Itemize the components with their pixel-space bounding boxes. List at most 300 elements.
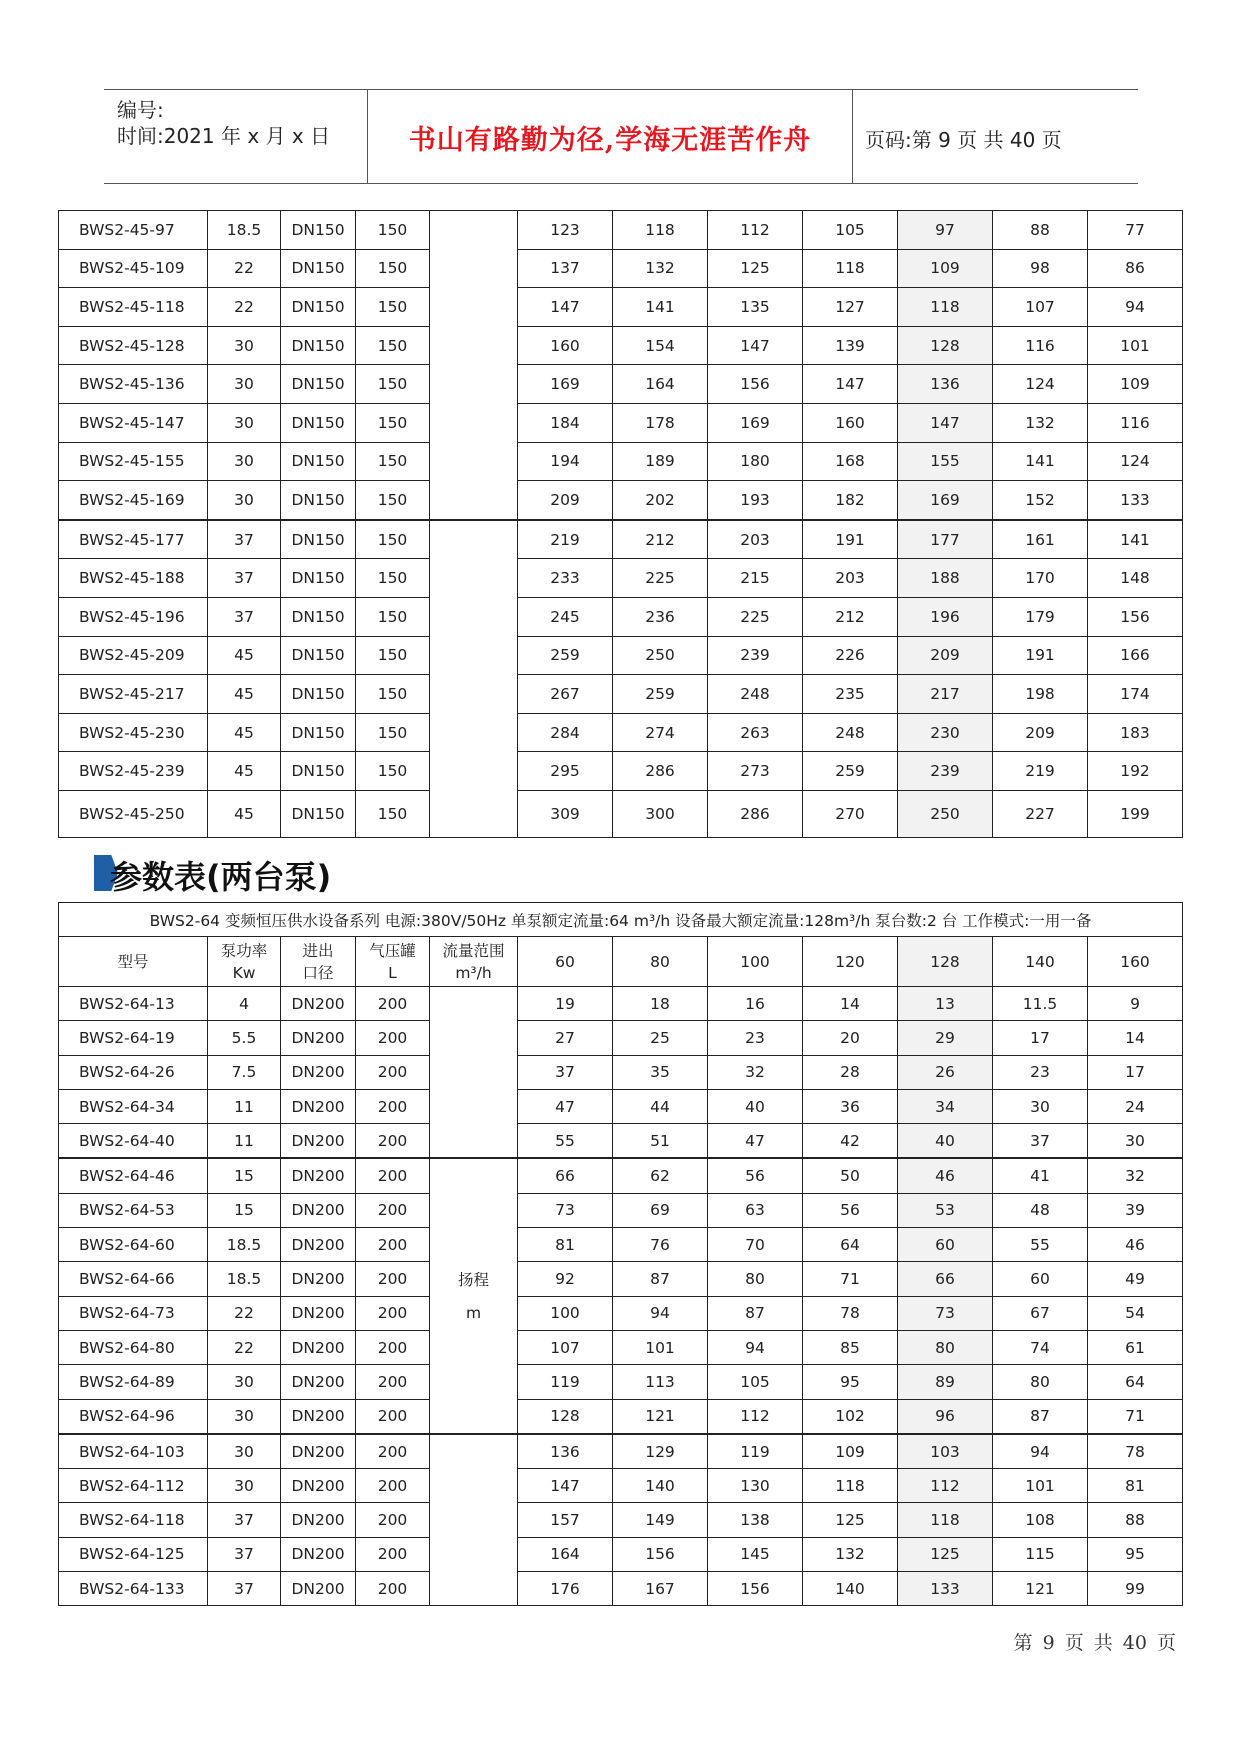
value-cell: 30 [208,365,281,404]
value-cell: 32 [1088,1158,1183,1193]
value-cell: 11 [208,1089,281,1123]
value-cell: 150 [356,365,430,404]
value-cell: 118 [898,288,993,327]
value-cell: DN200 [281,1365,356,1399]
value-cell: 34 [898,1089,993,1123]
value-cell: 150 [356,675,430,714]
column-header [708,937,803,987]
value-cell: 50 [803,1158,898,1193]
head-label-cell: 扬程 [430,1262,518,1296]
value-cell: 169 [708,403,803,442]
model-cell: BWS2-64-46 [59,1158,208,1193]
value-cell: 200 [356,1537,430,1571]
value-cell: 101 [993,1469,1088,1503]
value-cell: 200 [356,1330,430,1364]
value-cell: 200 [356,1469,430,1503]
empty-cell [430,1089,518,1123]
value-cell: 147 [518,1469,613,1503]
value-cell: 132 [993,403,1088,442]
value-cell: 150 [356,288,430,327]
value-cell: 28 [803,1055,898,1089]
value-cell: 16 [708,987,803,1021]
value-cell: 30 [208,1469,281,1503]
empty-cell [430,1158,518,1193]
value-cell: 47 [518,1089,613,1123]
model-cell: BWS2-45-177 [59,520,208,559]
value-cell: 263 [708,713,803,752]
value-cell: 219 [993,752,1088,791]
value-cell: 200 [356,1399,430,1434]
value-cell: 11.5 [993,987,1088,1021]
value-cell: 267 [518,675,613,714]
column-header [59,937,208,987]
value-cell: 11 [208,1124,281,1159]
value-cell: 132 [613,249,708,288]
table-row [59,790,1183,837]
value-cell: 202 [613,481,708,520]
pump-table-bws2-64 [58,902,1183,1606]
value-cell: 30 [208,326,281,365]
table-header-row [59,937,1183,987]
head-unit-cell: m [430,1296,518,1330]
section-title: 参数表(两台泵) [110,858,332,896]
value-cell: 47 [708,1124,803,1159]
table-row [59,326,1183,365]
value-cell: 136 [898,365,993,404]
column-header-line: 泵功率 [220,941,268,960]
value-cell: 69 [613,1193,708,1227]
model-cell: BWS2-64-19 [59,1021,208,1055]
value-cell: 109 [898,249,993,288]
value-cell: 100 [518,1296,613,1330]
value-cell: 55 [993,1228,1088,1262]
value-cell: 150 [356,442,430,481]
value-cell: 200 [356,1158,430,1193]
value-cell: 170 [993,559,1088,598]
value-cell: 95 [803,1365,898,1399]
model-cell: BWS2-64-34 [59,1089,208,1123]
value-cell: 73 [898,1296,993,1330]
value-cell: 156 [708,365,803,404]
value-cell: 49 [1088,1262,1183,1296]
model-cell: BWS2-64-53 [59,1193,208,1227]
value-cell: 22 [208,1296,281,1330]
value-cell: DN150 [281,636,356,675]
value-cell: 189 [613,442,708,481]
empty-cell [430,403,518,442]
value-cell: 61 [1088,1330,1183,1364]
table-row [59,1021,1183,1055]
value-cell: DN150 [281,403,356,442]
value-cell: 150 [356,403,430,442]
value-cell: 259 [803,752,898,791]
value-cell: 67 [993,1296,1088,1330]
value-cell: 45 [208,713,281,752]
column-header-line: 128 [930,952,960,971]
value-cell: 169 [898,481,993,520]
column-header [356,937,430,987]
value-cell: 133 [1088,481,1183,520]
value-cell: 147 [708,326,803,365]
table-row [59,1193,1183,1227]
value-cell: 36 [803,1089,898,1123]
value-cell: 150 [356,790,430,837]
model-cell: BWS2-45-147 [59,403,208,442]
value-cell: 85 [803,1330,898,1364]
value-cell: 300 [613,790,708,837]
column-header-line: 型号 [117,952,149,971]
value-cell: DN150 [281,249,356,288]
value-cell: 60 [993,1262,1088,1296]
value-cell: 180 [708,442,803,481]
value-cell: 147 [518,288,613,327]
model-cell: BWS2-64-118 [59,1503,208,1537]
model-cell: BWS2-45-250 [59,790,208,837]
value-cell: DN200 [281,1262,356,1296]
value-cell: 212 [613,520,708,559]
value-cell: 30 [208,1434,281,1469]
value-cell: 209 [993,713,1088,752]
value-cell: 164 [518,1537,613,1571]
value-cell: 150 [356,211,430,250]
value-cell: 45 [208,752,281,791]
value-cell: 191 [993,636,1088,675]
value-cell: 160 [803,403,898,442]
time-label: 时间:2021 年 x 月 x 日 [117,124,331,148]
value-cell: 15 [208,1158,281,1193]
table-row [59,1158,1183,1193]
value-cell: 200 [356,1124,430,1159]
value-cell: 155 [898,442,993,481]
value-cell: 89 [898,1365,993,1399]
table-row [59,987,1183,1021]
value-cell: 17 [1088,1055,1183,1089]
value-cell: 30 [208,442,281,481]
column-header [613,937,708,987]
value-cell: 74 [993,1330,1088,1364]
value-cell: 230 [898,713,993,752]
value-cell: 128 [898,326,993,365]
value-cell: 88 [993,211,1088,250]
value-cell: 235 [803,675,898,714]
value-cell: 103 [898,1434,993,1469]
empty-cell [430,326,518,365]
value-cell: 137 [518,249,613,288]
value-cell: 118 [803,1469,898,1503]
empty-cell [430,1193,518,1227]
value-cell: 119 [708,1434,803,1469]
value-cell: 96 [898,1399,993,1434]
value-cell: 45 [208,675,281,714]
empty-cell [430,481,518,520]
value-cell: 141 [993,442,1088,481]
value-cell: 178 [613,403,708,442]
value-cell: 78 [1088,1434,1183,1469]
value-cell: 118 [898,1503,993,1537]
value-cell: 184 [518,403,613,442]
value-cell: 284 [518,713,613,752]
value-cell: DN150 [281,481,356,520]
column-header [430,937,518,987]
value-cell: 87 [993,1399,1088,1434]
value-cell: 63 [708,1193,803,1227]
value-cell: 37 [208,597,281,636]
empty-cell [430,249,518,288]
value-cell: 37 [208,520,281,559]
model-cell: BWS2-45-136 [59,365,208,404]
value-cell: 191 [803,520,898,559]
value-cell: 200 [356,1572,430,1606]
value-cell: 203 [803,559,898,598]
value-cell: DN200 [281,1089,356,1123]
column-header-line: 流量范围 [442,941,505,960]
table-row [59,1124,1183,1159]
model-cell: BWS2-64-26 [59,1055,208,1089]
value-cell: 116 [1088,403,1183,442]
value-cell: 200 [356,1228,430,1262]
value-cell: 44 [613,1089,708,1123]
column-header-line: 口径 [302,963,334,982]
value-cell: 66 [518,1158,613,1193]
value-cell: 64 [803,1228,898,1262]
value-cell: 156 [1088,597,1183,636]
value-cell: 80 [898,1330,993,1364]
value-cell: 127 [803,288,898,327]
value-cell: 95 [1088,1537,1183,1571]
value-cell: 81 [518,1228,613,1262]
empty-cell [430,211,518,250]
model-cell: BWS2-64-89 [59,1365,208,1399]
table-row [59,1434,1183,1469]
value-cell: 198 [993,675,1088,714]
value-cell: 37 [208,1572,281,1606]
column-header [281,937,356,987]
empty-cell [430,442,518,481]
header-center-cell [367,90,853,183]
value-cell: 87 [708,1296,803,1330]
value-cell: 125 [898,1537,993,1571]
column-header-line: 120 [835,952,865,971]
column-header-line: 80 [650,952,670,971]
model-cell: BWS2-45-118 [59,288,208,327]
value-cell: 152 [993,481,1088,520]
value-cell: 18 [613,987,708,1021]
value-cell: 105 [708,1365,803,1399]
column-header-line: 气压罐 [369,941,416,960]
value-cell: 203 [708,520,803,559]
value-cell: 225 [708,597,803,636]
value-cell: 140 [613,1469,708,1503]
value-cell: 196 [898,597,993,636]
table-row [59,1469,1183,1503]
value-cell: 22 [208,288,281,327]
document-header [104,89,1138,184]
value-cell: 150 [356,597,430,636]
value-cell: 245 [518,597,613,636]
value-cell: 101 [1088,326,1183,365]
value-cell: DN150 [281,713,356,752]
value-cell: 225 [613,559,708,598]
value-cell: 30 [993,1089,1088,1123]
value-cell: 147 [898,403,993,442]
model-cell: BWS2-64-103 [59,1434,208,1469]
table-row [59,1572,1183,1606]
value-cell: 200 [356,1503,430,1537]
table-row [59,1503,1183,1537]
column-header-line: 进出 [302,941,334,960]
table-row [59,1330,1183,1364]
value-cell: 37 [208,1503,281,1537]
empty-cell [430,559,518,598]
value-cell: 150 [356,752,430,791]
value-cell: 149 [613,1503,708,1537]
value-cell: 118 [613,211,708,250]
empty-cell [430,1537,518,1571]
value-cell: 37 [518,1055,613,1089]
value-cell: DN150 [281,520,356,559]
value-cell: 161 [993,520,1088,559]
model-cell: BWS2-45-169 [59,481,208,520]
empty-cell [430,520,518,559]
value-cell: 109 [803,1434,898,1469]
value-cell: 46 [1088,1228,1183,1262]
table-caption: BWS2-64 变频恒压供水设备系列 电源:380V/50Hz 单泵额定流量:64 m³/h 设备最大额定流量:128m³/h 泵台数:2 台 工作模式:一用一备 [59,903,1183,937]
value-cell: 226 [803,636,898,675]
model-cell: BWS2-45-155 [59,442,208,481]
column-header-line: L [388,963,397,982]
value-cell: 107 [993,288,1088,327]
value-cell: 200 [356,987,430,1021]
value-cell: 97 [898,211,993,250]
value-cell: 148 [1088,559,1183,598]
value-cell: 183 [1088,713,1183,752]
empty-cell [430,597,518,636]
value-cell: 217 [898,675,993,714]
value-cell: 7.5 [208,1055,281,1089]
table-row [59,1055,1183,1089]
model-cell: BWS2-45-128 [59,326,208,365]
value-cell: 14 [1088,1021,1183,1055]
value-cell: 56 [803,1193,898,1227]
empty-cell [430,752,518,791]
value-cell: 37 [208,559,281,598]
value-cell: 45 [208,790,281,837]
empty-cell [430,1434,518,1469]
empty-cell [430,987,518,1021]
value-cell: 259 [518,636,613,675]
value-cell: 78 [803,1296,898,1330]
value-cell: 250 [613,636,708,675]
value-cell: 209 [898,636,993,675]
value-cell: 87 [613,1262,708,1296]
value-cell: 200 [356,1365,430,1399]
value-cell: 141 [613,288,708,327]
value-cell: 141 [1088,520,1183,559]
value-cell: 94 [613,1296,708,1330]
value-cell: 194 [518,442,613,481]
value-cell: 56 [708,1158,803,1193]
value-cell: 92 [518,1262,613,1296]
value-cell: 30 [208,481,281,520]
value-cell: 80 [993,1365,1088,1399]
table-row [59,211,1183,250]
value-cell: 118 [803,249,898,288]
value-cell: 41 [993,1158,1088,1193]
value-cell: 119 [518,1365,613,1399]
table-row [59,288,1183,327]
value-cell: 71 [1088,1399,1183,1434]
value-cell: 124 [1088,442,1183,481]
value-cell: 123 [518,211,613,250]
value-cell: 14 [803,987,898,1021]
value-cell: 200 [356,1055,430,1089]
header-right-cell [853,90,1138,183]
value-cell: 133 [898,1572,993,1606]
value-cell: 139 [803,326,898,365]
value-cell: 116 [993,326,1088,365]
value-cell: 42 [803,1124,898,1159]
value-cell: 124 [993,365,1088,404]
value-cell: 102 [803,1399,898,1434]
value-cell: 176 [518,1572,613,1606]
value-cell: 17 [993,1021,1088,1055]
value-cell: 150 [356,481,430,520]
column-header-line: 60 [555,952,575,971]
table-row [59,365,1183,404]
value-cell: 64 [1088,1365,1183,1399]
value-cell: 94 [993,1434,1088,1469]
value-cell: 182 [803,481,898,520]
model-cell: BWS2-64-125 [59,1537,208,1571]
value-cell: DN200 [281,1572,356,1606]
column-header [1088,937,1183,987]
value-cell: 125 [803,1503,898,1537]
value-cell: 22 [208,249,281,288]
value-cell: 150 [356,636,430,675]
value-cell: 192 [1088,752,1183,791]
model-cell: BWS2-64-60 [59,1228,208,1262]
value-cell: 24 [1088,1089,1183,1123]
column-header [803,937,898,987]
value-cell: 270 [803,790,898,837]
table-row [59,403,1183,442]
model-cell: BWS2-45-109 [59,249,208,288]
value-cell: 212 [803,597,898,636]
value-cell: 30 [208,1365,281,1399]
value-cell: 156 [613,1537,708,1571]
value-cell: 112 [708,211,803,250]
value-cell: 30 [208,1399,281,1434]
empty-cell [430,675,518,714]
model-cell: BWS2-45-209 [59,636,208,675]
header-left-cell [104,90,367,183]
value-cell: 107 [518,1330,613,1364]
value-cell: DN200 [281,1537,356,1571]
value-cell: 193 [708,481,803,520]
value-cell: DN200 [281,1158,356,1193]
value-cell: 37 [208,1537,281,1571]
value-cell: DN150 [281,752,356,791]
table-row [59,481,1183,520]
value-cell: 76 [613,1228,708,1262]
value-cell: 9 [1088,987,1183,1021]
number-label: 编号: [117,98,164,122]
value-cell: DN200 [281,1434,356,1469]
value-cell: 227 [993,790,1088,837]
value-cell: 55 [518,1124,613,1159]
value-cell: 168 [803,442,898,481]
table-row [59,675,1183,714]
